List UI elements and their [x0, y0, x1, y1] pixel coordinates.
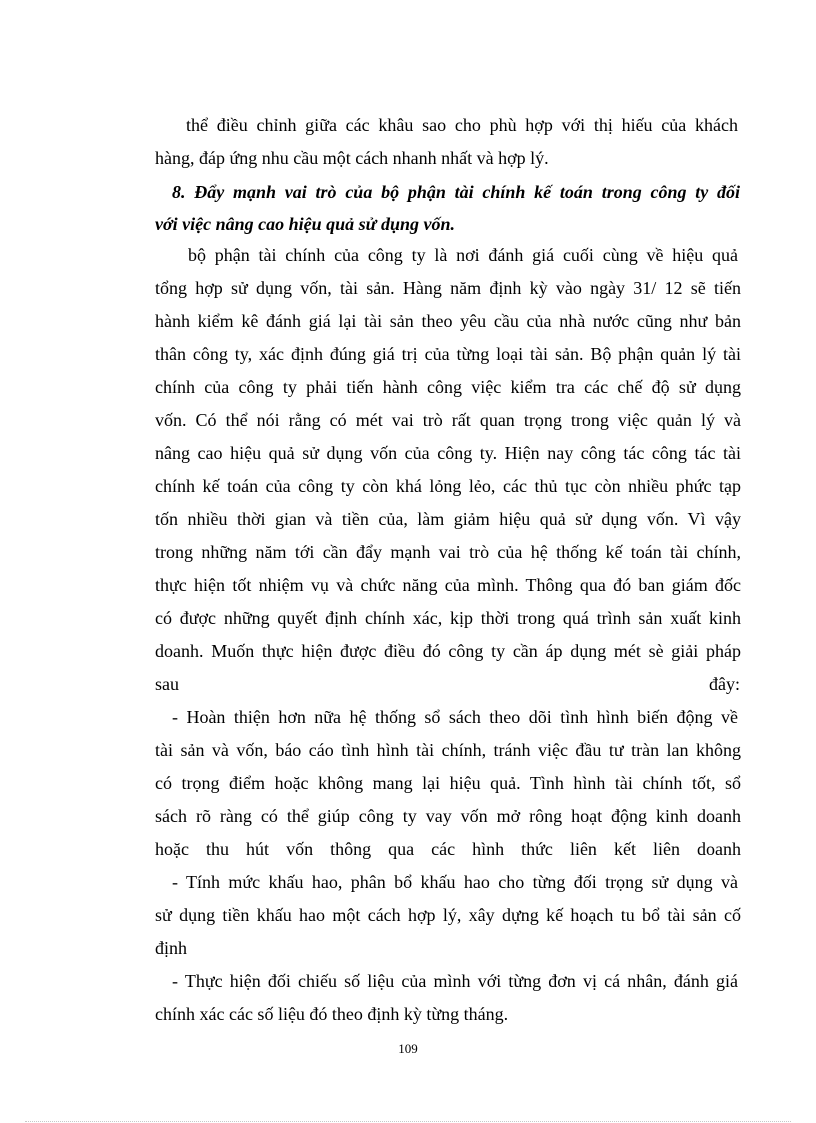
- text-line: tốn nhiều thời gian và tiền của, làm giảm hiệu quả sử dụng vốn. Vì vậy: [155, 509, 741, 529]
- text-line: vốn. Có thể nói rằng có mét vai trò rất quan trọng trong việc quản lý và: [155, 410, 741, 430]
- text-line: thân công ty, xác định đúng giá trị của từng loại tài sản. Bộ phận quản lý tài: [155, 344, 741, 364]
- text-line: nâng cao hiệu quả sử dụng vốn của công ty. Hiện nay công tác công tác tài: [155, 443, 741, 463]
- text-line: chính kế toán của công ty còn khá lỏng lẻo, các thủ tục còn nhiều phức tạp: [155, 476, 741, 496]
- text-line: định: [155, 938, 188, 958]
- text-line: chính của công ty phải tiến hành công việc kiểm tra các chế độ sử dụng: [155, 377, 741, 397]
- text-line: trong những năm tới cần đẩy mạnh vai trò của hệ thống kế toán tài chính,: [155, 542, 741, 562]
- bullet-item: - Hoàn thiện hơn nữa hệ thống sổ sách theo dõi tình hình biến động về: [172, 707, 738, 727]
- text-line: sử dụng tiền khấu hao một cách hợp lý, xây dựng kế hoạch tu bổ tài sản cố: [155, 905, 741, 925]
- text-line: có được những quyết định chính xác, kịp thời trong quá trình sản xuất kinh: [155, 608, 741, 628]
- text-line: tổng hợp sử dụng vốn, tài sản. Hàng năm định kỳ vào ngày 31/ 12 sẽ tiến: [155, 278, 741, 298]
- text-line: có trọng điểm hoặc không mang lại hiệu quả. Tình hình tài chính tốt, sổ: [155, 773, 741, 793]
- text-line: tài sản và vốn, báo cáo tình hình tài chính, tránh việc đầu tư tràn lan không: [155, 740, 741, 760]
- section-heading: 8. Đẩy mạnh vai trò của bộ phận tài chính kế toán trong công ty đối: [172, 182, 740, 202]
- bullet-item: - Thực hiện đối chiếu số liệu của mình với từng đơn vị cá nhân, đánh giá: [172, 971, 738, 991]
- page-number: 109: [398, 1041, 418, 1056]
- text-line: thực hiện tốt nhiệm vụ và chức năng của mình. Thông qua đó ban giám đốc: [155, 575, 741, 595]
- text-line: hành kiểm kê đánh giá lại tài sản theo yêu cầu của nhà nước cũng như bản: [155, 311, 741, 331]
- text-line: sau: [155, 674, 179, 694]
- text-line: sách rõ ràng có thể giúp công ty vay vốn mở rông hoạt động kinh doanh: [155, 806, 741, 826]
- section-heading: với việc nâng cao hiệu quả sử dụng vốn.: [155, 214, 455, 234]
- text-line: đây:: [709, 674, 740, 694]
- text-line: bộ phận tài chính của công ty là nơi đánh giá cuối cùng về hiệu quả: [188, 245, 738, 265]
- text-line: thể điều chỉnh giữa các khâu sao cho phù hợp với thị hiếu của khách: [186, 115, 738, 135]
- text-line: hàng, đáp ứng nhu cầu một cách nhanh nhất và hợp lý.: [155, 148, 549, 168]
- page-bottom-rule: [25, 1121, 791, 1122]
- text-line: hoặc thu hút vốn thông qua các hình thức liên kết liên doanh: [155, 839, 741, 859]
- text-line: chính xác các số liệu đó theo định kỳ từng tháng.: [155, 1004, 509, 1024]
- bullet-item: - Tính mức khấu hao, phân bổ khấu hao cho từng đối trọng sử dụng và: [172, 872, 738, 892]
- text-line: doanh. Muốn thực hiện được điều đó công ty cần áp dụng mét sè giải pháp: [155, 641, 741, 661]
